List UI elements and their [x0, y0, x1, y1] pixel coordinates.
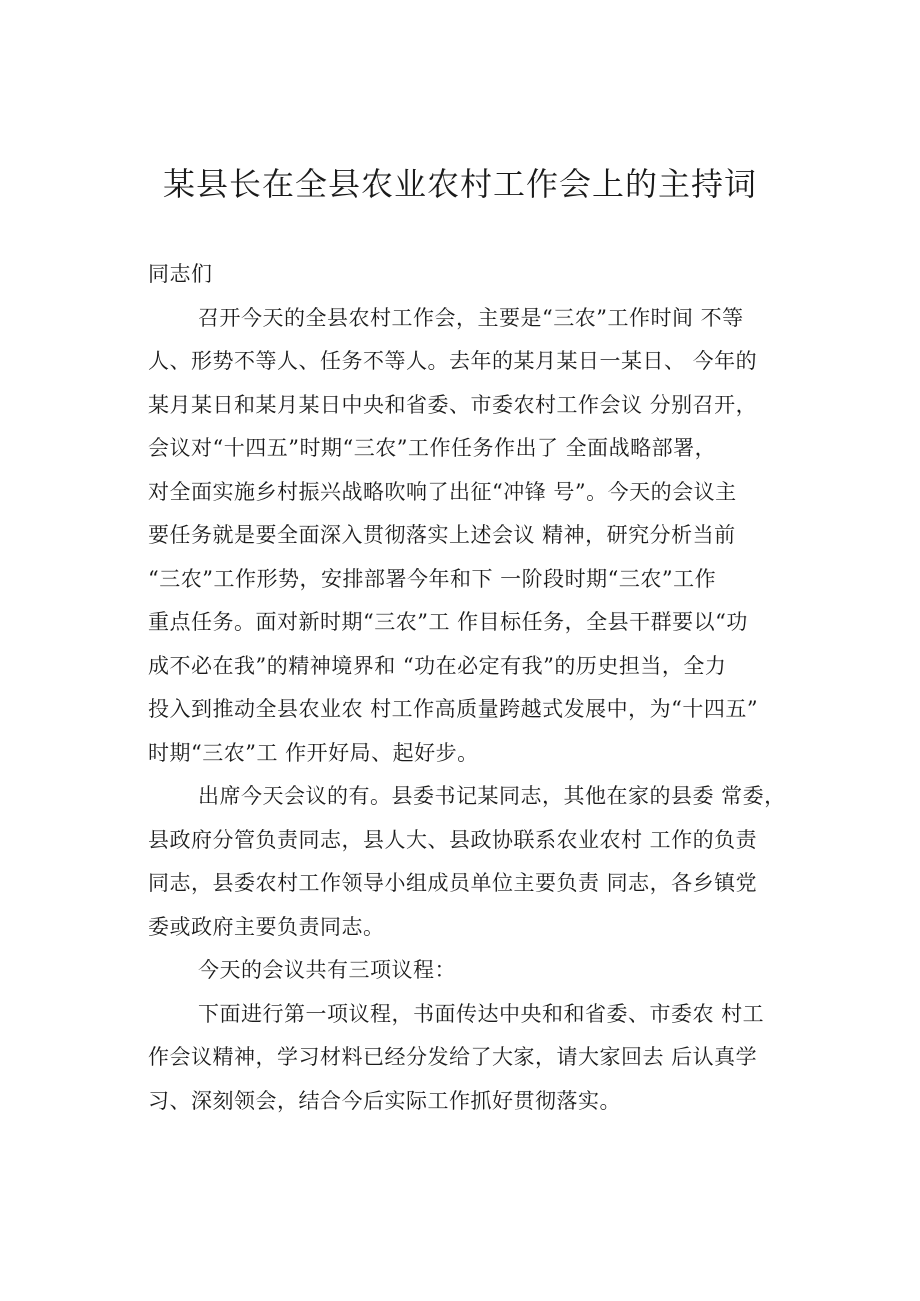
salutation: 同志们: [148, 262, 213, 286]
paragraph-line: 委或政府主要负责同志。: [148, 914, 385, 939]
paragraph-line: 同志，县委农村工作领导小组成员单位主要负责 同志，各乡镇党: [148, 871, 758, 895]
paragraph-line: 会议对“十四五”时期“三农”工作任务作出了 全面战略部署，: [148, 436, 717, 460]
paragraph-line: 作会议精神，学习材料已经分发给了大家，请大家回去 后认真学: [148, 1045, 758, 1069]
document-title: 某县长在全县农业农村工作会上的主持词: [162, 165, 757, 203]
paragraph-line: 县政府分管负责同志，县人大、县政协联系农业农村 工作的负责: [148, 827, 758, 852]
document-body: [148, 253, 808, 1123]
paragraph-line: 某月某日和某月某日中央和省委、市委农村工作会议 分别召开，: [148, 392, 758, 417]
paragraph-line: 下面进行第一项议程，书面传达中央和和省委、市委农 村工: [198, 1001, 765, 1026]
paragraph-line: 习、深刻领会，结合今后实际工作抓好贯彻落实。: [148, 1088, 621, 1113]
paragraph-line: 要任务就是要全面深入贯彻落实上述会议 精神，研究分析当前: [148, 523, 736, 547]
paragraph-attendees: [148, 775, 808, 949]
paragraph-line: 人、形势不等人、任务不等人。去年的某月某日一某日、 今年的: [148, 349, 758, 373]
paragraph-line: “三农”工作形势，安排部署今年和下 一阶段时期“三农”工作: [148, 566, 717, 591]
paragraph-line: 投入到推动全县农业农 村工作高质量跨越式发展中，为“十四五”: [148, 697, 759, 721]
paragraph-line: 成不必在我”的精神境界和 “功在必定有我”的历史担当，全力: [148, 653, 727, 678]
paragraph-agenda: [148, 949, 808, 993]
paragraph-line: 对全面实施乡村振兴战略吹响了出征“冲锋 号”。今天的会议主: [148, 479, 737, 504]
paragraph-line: 今天的会议共有三项议程：: [198, 958, 456, 982]
paragraph-line: 重点任务。面对新时期“三农”工 作目标任务，全县干群要以“功: [148, 610, 748, 634]
paragraph-line: 出席今天会议的有。县委书记某同志，其他在家的县委 常委，: [198, 784, 786, 808]
paragraph-first-item: [148, 993, 808, 1124]
paragraph-line: 时期“三农”工 作开好局、起好步。: [148, 740, 479, 765]
paragraph-opening: [148, 297, 808, 776]
paragraph-line: 召开今天的全县农村工作会，主要是“三农”工作时间 不等: [198, 305, 744, 330]
